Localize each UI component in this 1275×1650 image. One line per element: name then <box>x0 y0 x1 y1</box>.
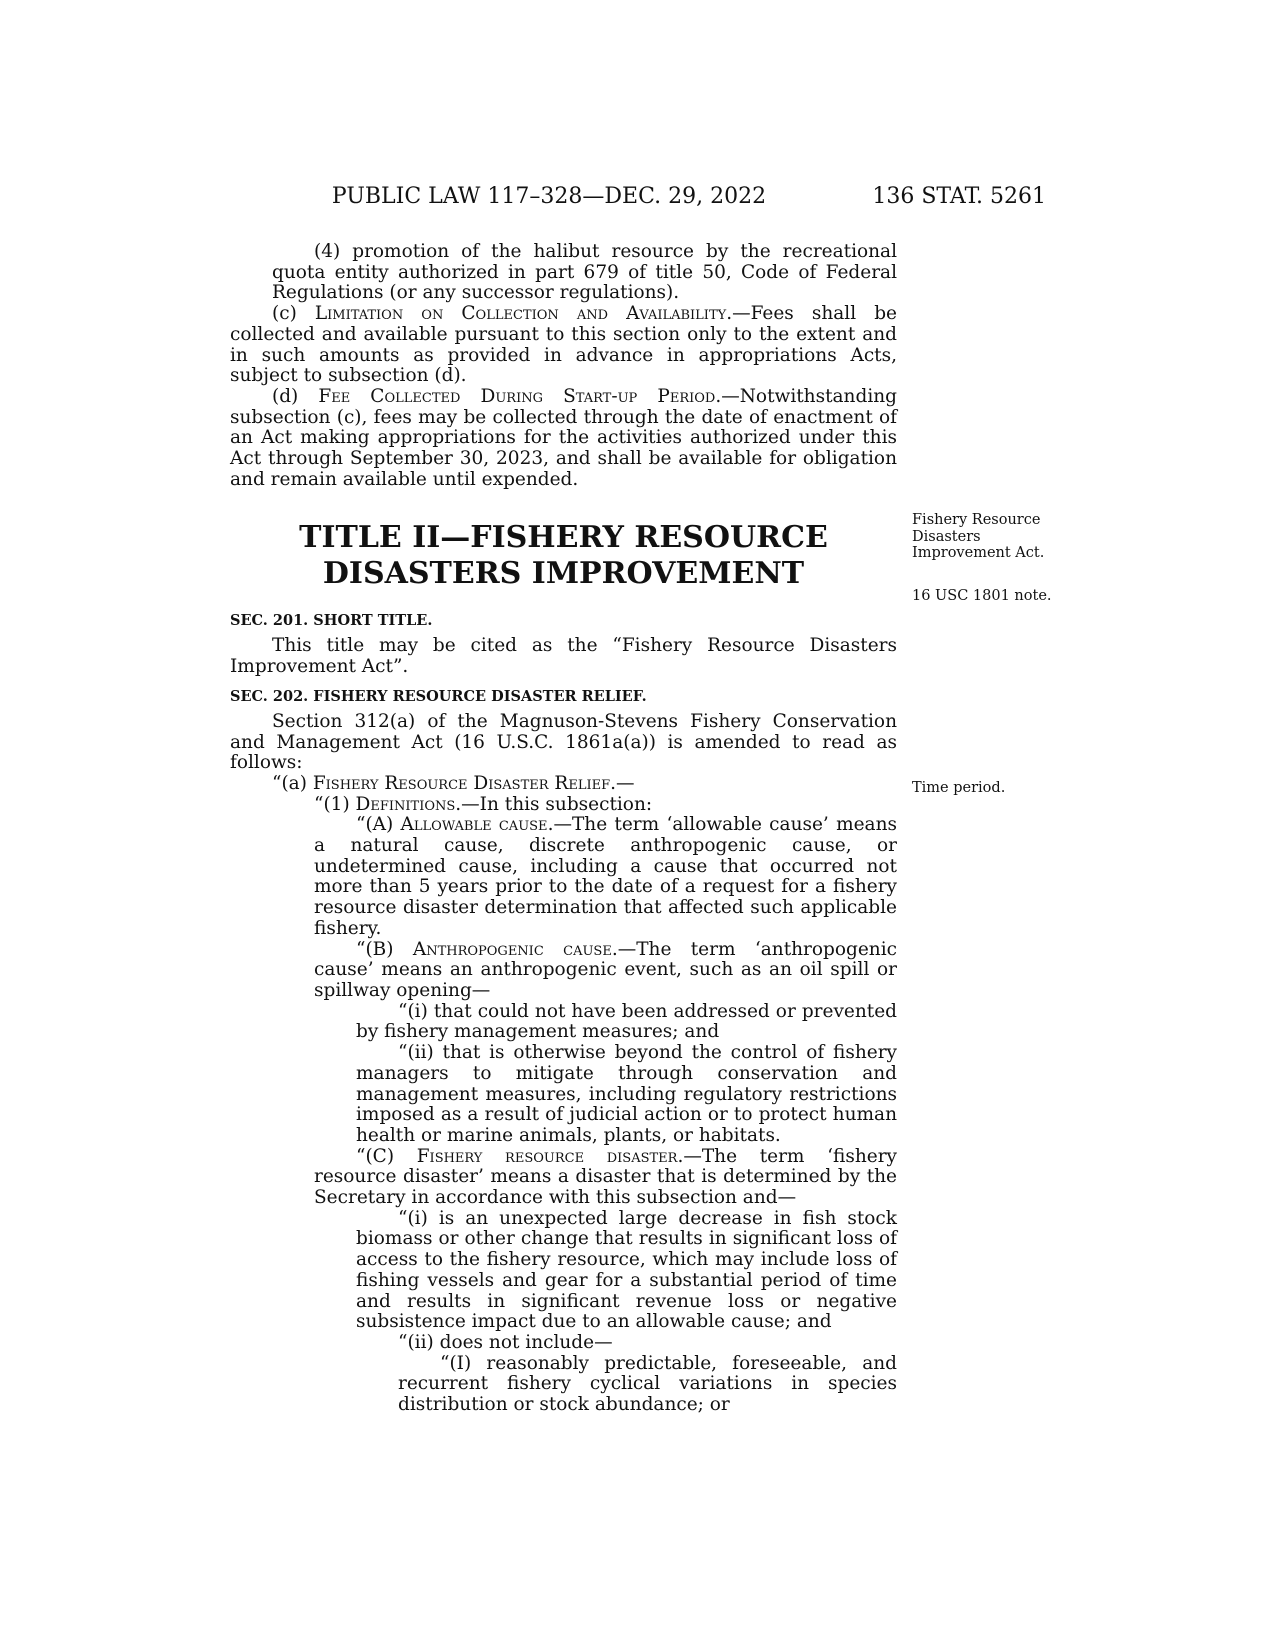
public-law-citation: PUBLIC LAW 117–328—DEC. 29, 2022 <box>331 184 767 209</box>
subsection-a: “(a) Fishery Resource Disaster Relief.— <box>272 772 635 794</box>
page-header <box>0 180 1275 220</box>
subsection-d-heading: Fee Collected During Start-up Period <box>318 385 716 407</box>
definition-B-i: “(i) that could not have been addressed or prevented by fishery management measures; and <box>356 1000 897 1043</box>
definition-C: “(C) Fishery resource disaster.—The term ‘fishery resource disaster’ means a disaster that is determined by the Secretary in accordance with this subsection and— <box>314 1145 897 1209</box>
statute-page-number: 136 STAT. 5261 <box>872 184 1046 209</box>
definition-C-i: “(i) is an unexpected large decrease in fish stock biomass or other change that results in significant loss of access to the fishery resource, which may include loss of fishing vessels and gear for a substantial period of time and results in significant revenue loss or negative subsistence impact due to an allowable cause; and <box>356 1207 897 1333</box>
subsection-c: (c) Limitation on Collection and Availability.—Fees shall be collected and available pursuant to this section only to the extent and in such amounts as provided in advance in appropriations Acts, subject to subsection (d). <box>230 303 898 387</box>
subsection-c-heading: Limitation on Collection and Availability <box>314 303 727 325</box>
title-line-2: DISASTERS IMPROVEMENT <box>322 556 805 592</box>
definition-B-ii: “(ii) that is otherwise beyond the control of fishery managers to mitigate through conservation and management measures, including regulatory restrictions imposed as a result of judicial action or to protect human health or marine animals, plants, or habitats. <box>356 1042 897 1146</box>
main-text <box>230 242 897 1416</box>
section-201-heading: SEC. 201. SHORT TITLE. <box>230 612 433 630</box>
title-heading <box>230 520 897 592</box>
section-202-heading: SEC. 202. FISHERY RESOURCE DISASTER RELIEF. <box>230 687 647 705</box>
definition-C-ii: “(ii) does not include— <box>398 1331 613 1353</box>
margin-note-act-name: Fishery Resource Disasters Improvement Act. <box>912 512 1045 561</box>
paragraph-4: (4) promotion of the halibut resource by the recreational quota entity authorized in part 679 of title 50, Code of Federal Regulations (or any successor regulations). <box>272 241 897 304</box>
section-202-intro: Section 312(a) of the Magnuson-Stevens Fishery Conservation and Management Act (16 U.S.C. 1861a(a)) is amended to read as follows: <box>230 710 897 774</box>
subsection-d: (d) Fee Collected During Start-up Period.—Notwithstanding subsection (c), fees may be collected through the date of enactment of an Act making appropriations for the activities authorized under this Act through September 30, 2023, and shall be available for obligation and remain available until expended. <box>230 385 897 490</box>
section-201-text: This title may be cited as the “Fishery Resource Disasters Improvement Act”. <box>230 635 897 678</box>
title-line-1: TITLE II—FISHERY RESOURCE <box>299 520 828 556</box>
margin-note-usc: 16 USC 1801 note. <box>912 588 1052 604</box>
definition-C-ii-I: “(I) reasonably predictable, foreseeable, and recurrent fishery cyclical variations in species distribution or stock abundance; or <box>398 1352 897 1416</box>
definition-B: “(B) Anthropogenic cause.—The term ‘anthropogenic cause’ means an anthropogenic event, such as an oil spill or spillway opening— <box>314 938 897 1001</box>
margin-note-time-period: Time period. <box>912 780 1006 796</box>
definition-A: “(A) Allowable cause.—The term ‘allowable cause’ means a natural cause, discrete anthropogenic cause, or undetermined cause, including a cause that occurred not more than 5 years prior to the date of a request for a fishery resource disaster determination that affected such applicable fishery. <box>314 814 897 939</box>
paragraph-1: “(1) Definitions.—In this subsection: <box>314 793 653 815</box>
